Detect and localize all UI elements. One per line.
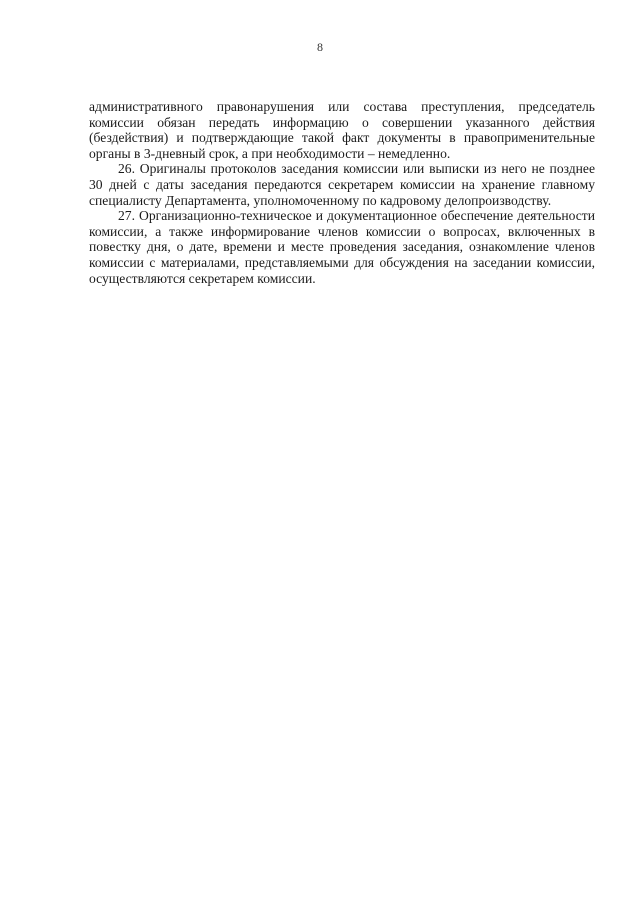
paragraph-27: 27. Организационно-техническое и документационное обеспечение деятельности комиссии, а также информирование членов комиссии о вопросах, включенных в повестку дня, о дате, времени и месте проведения заседания, ознакомление членов комиссии с материалами, представляемыми для обсуждения на заседании комиссии, осуществляются секретарем комиссии. [89,208,595,286]
document-body [89,99,595,286]
paragraph-26: 26. Оригиналы протоколов заседания комиссии или выписки из него не позднее 30 дней с даты заседания передаются секретарем комиссии на хранение главному специалисту Департамента, уполномоченному по кадровому делопроизводству. [89,161,595,208]
page-number: 8 [317,40,323,54]
paragraph-continuation: административного правонарушения или состава преступления, председатель комиссии обязан передать информацию о совершении указанного действия (бездействия) и подтверждающие такой факт документы в правоприменительные органы в 3-дневный срок, а при необходимости – немедленно. [89,99,595,161]
